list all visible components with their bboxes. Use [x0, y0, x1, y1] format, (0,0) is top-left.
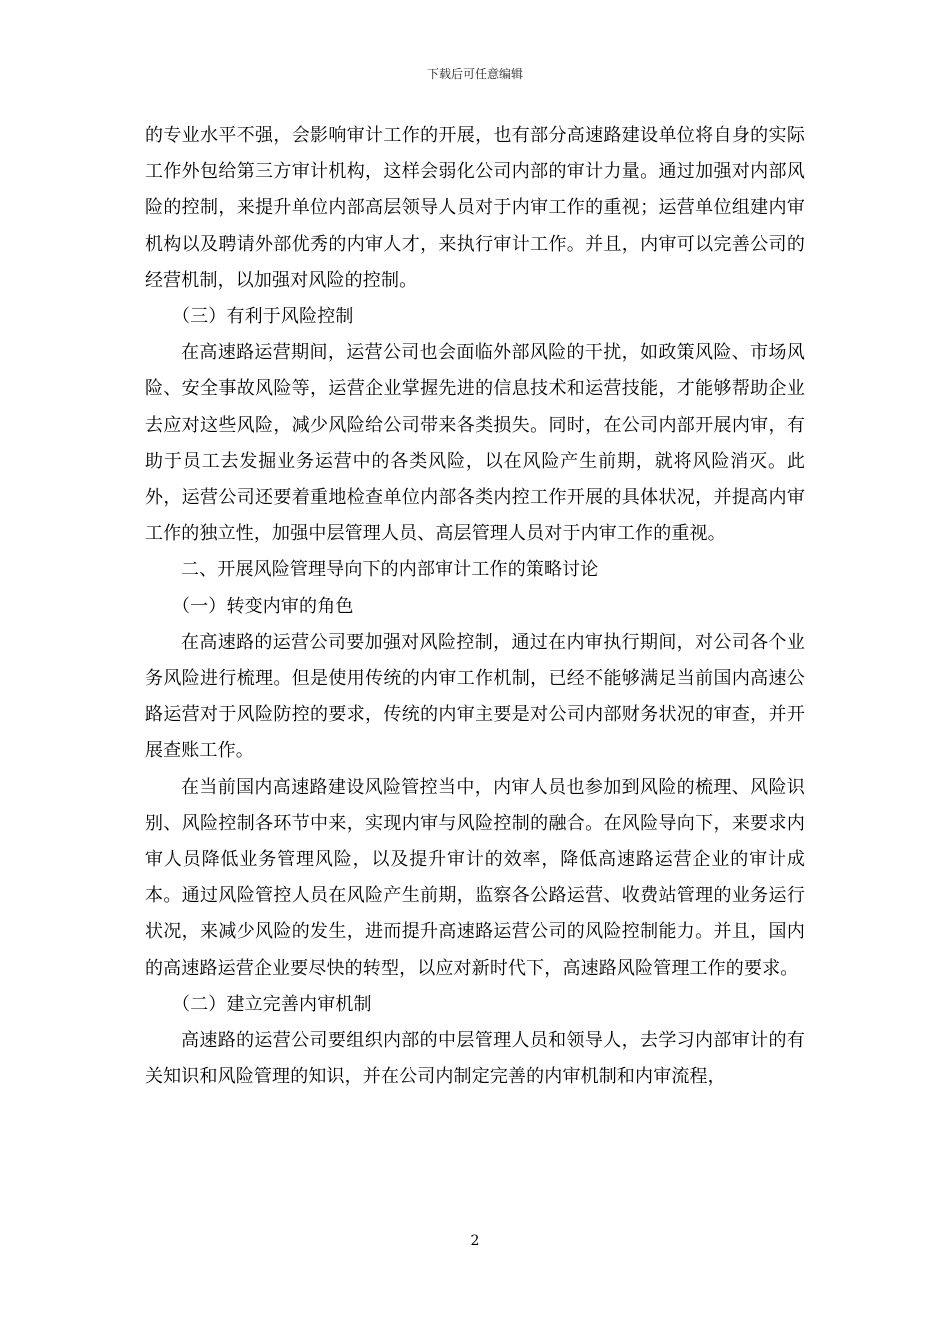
- section-heading-audit-mechanism: （二）建立完善内审机制: [172, 993, 372, 1015]
- paragraph-audit-mechanism: 高速路的运营公司要组织内部的中层管理人员和领导人，去学习内部审计的有关知识和风险管理的知识，并在公司内制定完善的内审机制和内审流程，: [145, 1030, 805, 1088]
- paragraph-risk-control: 在高速路运营期间，运营公司也会面临外部风险的干扰，如政策风险、市场风险、安全事故风险等，运营企业掌握先进的信息技术和运营技能，才能够帮助企业去应对这些风险，减少风险给公司带来各类损失。同时，在公司内部开展内审，有助于员工去发掘业务运营中的各类风险，以在风险产生前期，就将风险消灭。此外，运营公司还要着重地检查单位内部各类内控工作开展的具体状况，并提高内审工作的独立性，加强中层管理人员、高层管理人员对于内审工作的重视。: [145, 342, 805, 545]
- page-number: 2: [470, 1233, 480, 1249]
- paragraph-risk-integration: 在当前国内高速路建设风险管控当中，内审人员也参加到风险的梳理、风险识别、风险控制各环节中来，实现内审与风险控制的融合。在风险导向下，来要求内审人员降低业务管理风险，以及提升审计的效率，降低高速路运营企业的审计成本。通过风险管控人员在风险产生前期，监察各公路运营、收费站管理的业务运行状况，来减少风险的发生，进而提升高速路运营公司的风险控制能力。并且，国内的高速路运营企业要尽快的转型，以应对新时代下，高速路风险管理工作的要求。: [145, 776, 805, 979]
- document-body: [145, 118, 805, 1095]
- section-heading-risk-control: （三）有利于风险控制: [172, 306, 354, 328]
- paragraph-continuation: 的专业水平不强，会影响审计工作的开展，也有部分高速路建设单位将自身的实际工作外包给第三方审计机构，这样会弱化公司内部的审计力量。通过加强对内部风险的控制，来提升单位内部高层领导人员对于内审工作的重视；运营单位组建内审机构以及聘请外部优秀的内审人才，来执行审计工作。并且，内审可以完善公司的经营机制，以加强对风险的控制。: [145, 125, 805, 291]
- section-heading-role-change: （一）转变内审的角色: [172, 595, 354, 617]
- paragraph-role-change: 在高速路的运营公司要加强对风险控制，通过在内审执行期间，对公司各个业务风险进行梳理。但是使用传统的内审工作机制，已经不能够满足当前国内高速公路运营对于风险防控的要求，传统的内审主要是对公司内部财务状况的审查，并开展查账工作。: [145, 631, 805, 762]
- page-header-note: 下载后可任意编辑: [426, 67, 523, 81]
- section-heading-strategies: 二、开展风险管理导向下的内部审计工作的策略讨论: [181, 559, 599, 581]
